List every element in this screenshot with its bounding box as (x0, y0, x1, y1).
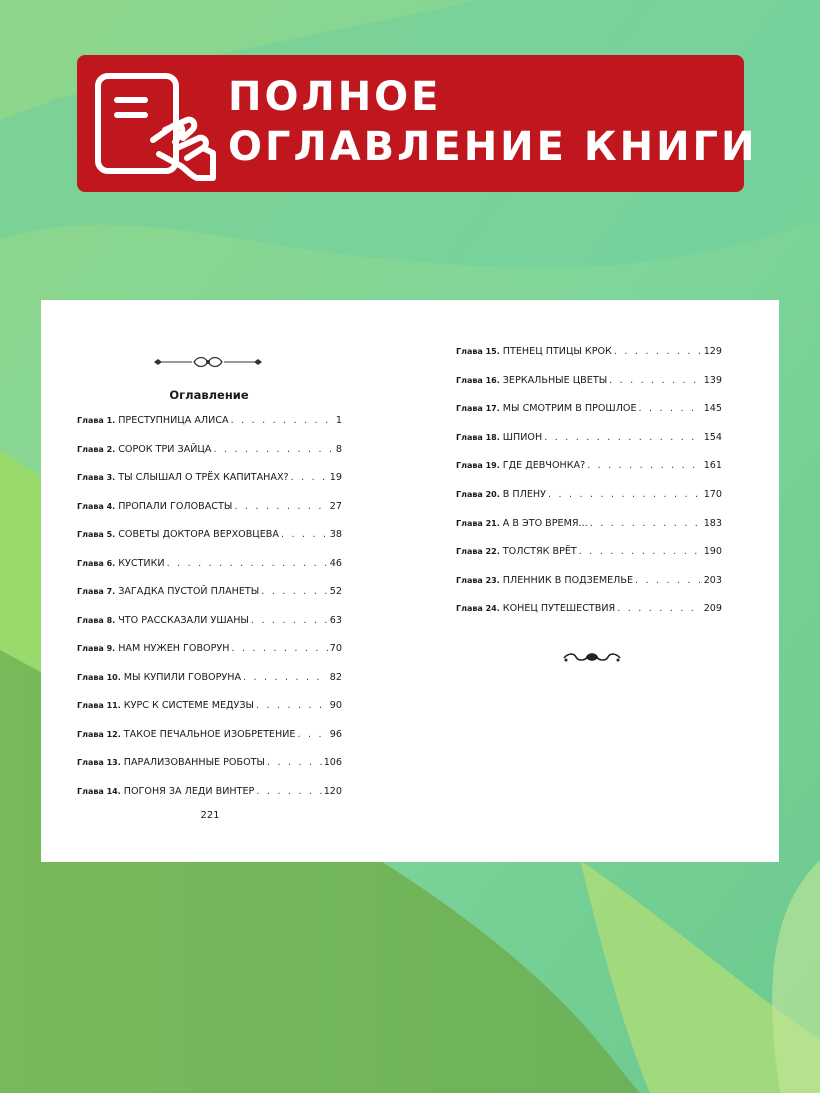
leader-dots (256, 785, 321, 799)
chapter-title: ПОГОНЯ ЗА ЛЕДИ ВИНТЕР (123, 785, 255, 797)
toc-entry (77, 585, 342, 599)
chapter-label: Глава 23. (456, 575, 500, 585)
chapter-label: Глава 22. (456, 547, 500, 557)
chapter-page: 1 (335, 415, 342, 426)
chapter-title: НАМ НУЖЕН ГОВОРУН (118, 643, 230, 654)
chapter-title: ШПИОН (502, 431, 543, 443)
toc-entry (77, 699, 342, 713)
chapter-label: Глава 24. (456, 604, 500, 614)
toc-entry (456, 374, 722, 388)
toc-entry (77, 557, 342, 571)
chapter-title: ПАРАЛИЗОВАННЫЕ РОБОТЫ (123, 757, 265, 768)
chapter-page: 203 (703, 574, 722, 586)
chapter-page: 161 (703, 460, 722, 472)
leader-dots (590, 517, 702, 531)
chapter-page: 209 (703, 603, 722, 615)
chapter-page: 70 (329, 643, 342, 654)
chapter-page: 120 (323, 785, 342, 797)
leader-dots (579, 545, 702, 559)
leader-dots (548, 488, 702, 502)
toc-entry (77, 414, 342, 428)
chapter-page: 183 (703, 517, 722, 529)
chapter-title: ПРОПАЛИ ГОЛОВАСТЫ (118, 500, 233, 512)
leader-dots (256, 699, 328, 713)
leader-dots (267, 756, 322, 770)
toc-entry (77, 756, 342, 770)
chapter-label: Глава 11. (77, 701, 121, 710)
toc-entry (77, 728, 342, 742)
chapter-label: Глава 15. (456, 347, 500, 356)
chapter-page: 90 (329, 700, 342, 711)
ornament-divider-icon (152, 354, 264, 370)
chapter-page: 82 (329, 671, 342, 683)
chapter-title: КУСТИКИ (118, 557, 165, 569)
toc-entry (456, 345, 722, 359)
toc-entry (77, 471, 342, 485)
chapter-label: Глава 4. (77, 501, 116, 511)
leader-dots (231, 414, 334, 428)
leader-dots (639, 402, 702, 416)
leader-dots (544, 431, 701, 445)
toc-entry (77, 785, 342, 799)
toc-entry (77, 642, 342, 656)
chapter-page: 27 (329, 500, 342, 512)
chapter-title: ЧТО РАССКАЗАЛИ УШАНЫ (118, 614, 249, 626)
chapter-page: 96 (329, 728, 342, 740)
chapter-page: 8 (335, 443, 342, 455)
chapter-title: ПРЕСТУПНИЦА АЛИСА (118, 415, 229, 426)
chapter-label: Глава 8. (77, 615, 116, 625)
toc-entry (77, 671, 342, 685)
chapter-page: 46 (329, 557, 342, 569)
chapter-title: ПЛЕННИК В ПОДЗЕМЕЛЬЕ (502, 574, 634, 586)
chapter-title: ЗАГАДКА ПУСТОЙ ПЛАНЕТЫ (118, 586, 260, 597)
chapter-page: 170 (703, 489, 722, 500)
leader-dots (213, 443, 333, 457)
chapter-label: Глава 13. (77, 758, 121, 767)
chapter-title: ЗЕРКАЛЬНЫЕ ЦВЕТЫ (502, 374, 608, 386)
leader-dots (297, 728, 327, 742)
chapter-title: ГДЕ ДЕВЧОНКА? (502, 460, 586, 472)
banner-title (228, 72, 758, 172)
chapter-label: Глава 16. (456, 375, 500, 385)
toc-heading: Оглавление (169, 388, 249, 402)
chapter-label: Глава 5. (77, 530, 116, 539)
chapter-title: КУРС К СИСТЕМЕ МЕДУЗЫ (123, 700, 255, 711)
chapter-title: ТОЛСТЯК ВРЁТ (502, 546, 577, 558)
chapter-page: 19 (329, 472, 342, 483)
chapter-title: ТАКОЕ ПЕЧАЛЬНОЕ ИЗОБРЕТЕНИЕ (123, 728, 296, 740)
chapter-label: Глава 19. (456, 461, 500, 471)
leader-dots (617, 602, 701, 616)
leader-dots (635, 574, 702, 588)
chapter-label: Глава 3. (77, 473, 116, 482)
chapter-title: СОРОК ТРИ ЗАЙЦА (118, 443, 212, 455)
chapter-title: СОВЕТЫ ДОКТОРА ВЕРХОВЦЕВА (118, 529, 279, 540)
toc-entry (456, 602, 722, 616)
leader-dots (251, 614, 328, 628)
chapter-page: 129 (703, 346, 722, 357)
leader-dots (291, 471, 328, 485)
toc-entry (77, 614, 342, 628)
banner-title-line-2: ОГЛАВЛЕНИЕ КНИГИ (228, 124, 758, 170)
chapter-label: Глава 10. (77, 672, 121, 682)
chapter-page: 139 (703, 374, 722, 386)
leader-dots (281, 528, 328, 542)
chapter-label: Глава 21. (456, 518, 500, 528)
chapter-label: Глава 17. (456, 404, 500, 414)
toc-entry (456, 459, 722, 473)
leader-dots (614, 345, 702, 359)
toc-entry (456, 402, 722, 416)
toc-entry (456, 545, 722, 559)
toc-entry (77, 528, 342, 542)
chapter-title: МЫ КУПИЛИ ГОВОРУНА (123, 671, 242, 683)
leader-dots (243, 671, 328, 685)
chapter-label: Глава 7. (77, 587, 116, 596)
toc-entry (456, 431, 722, 445)
chapter-page: 190 (703, 546, 722, 558)
chapter-title: КОНЕЦ ПУТЕШЕСТВИЯ (502, 603, 616, 615)
leader-dots (261, 585, 328, 599)
document-hand-icon (95, 68, 220, 183)
leader-dots (231, 642, 327, 656)
chapter-label: Глава 18. (456, 432, 500, 442)
toc-entry (77, 500, 342, 514)
chapter-title: ТЫ СЛЫШАЛ О ТРЁХ КАПИТАНАХ? (118, 472, 289, 483)
chapter-label: Глава 14. (77, 786, 121, 796)
leader-dots (167, 557, 328, 571)
chapter-page: 154 (703, 431, 722, 443)
leader-dots (587, 459, 702, 473)
chapter-page: 106 (323, 757, 342, 768)
chapter-label: Глава 9. (77, 644, 116, 653)
toc-right-column (456, 345, 722, 620)
chapter-title: А В ЭТО ВРЕМЯ... (502, 517, 588, 529)
chapter-title: ПТЕНЕЦ ПТИЦЫ КРОК (502, 346, 612, 357)
chapter-label: Глава 2. (77, 444, 116, 454)
leader-dots (234, 500, 327, 514)
chapter-title: В ПЛЕНУ (502, 489, 546, 500)
chapter-label: Глава 6. (77, 558, 116, 568)
toc-entry (456, 517, 722, 531)
page-number: 221 (200, 810, 220, 821)
toc-entry (456, 574, 722, 588)
chapter-page: 38 (329, 529, 342, 540)
chapter-title: МЫ СМОТРИМ В ПРОШЛОЕ (502, 403, 637, 415)
leader-dots (609, 374, 702, 388)
chapter-page: 52 (329, 586, 342, 597)
banner-title-line-1: ПОЛНОЕ (228, 74, 442, 120)
chapter-page: 63 (329, 614, 342, 626)
chapter-label: Глава 12. (77, 729, 121, 739)
toc-entry (456, 488, 722, 502)
toc-left-column (77, 414, 342, 804)
chapter-label: Глава 20. (456, 490, 500, 499)
chapter-page: 145 (703, 403, 722, 415)
toc-entry (77, 443, 342, 457)
chapter-label: Глава 1. (77, 416, 116, 425)
ornament-swirl-icon (562, 649, 622, 665)
